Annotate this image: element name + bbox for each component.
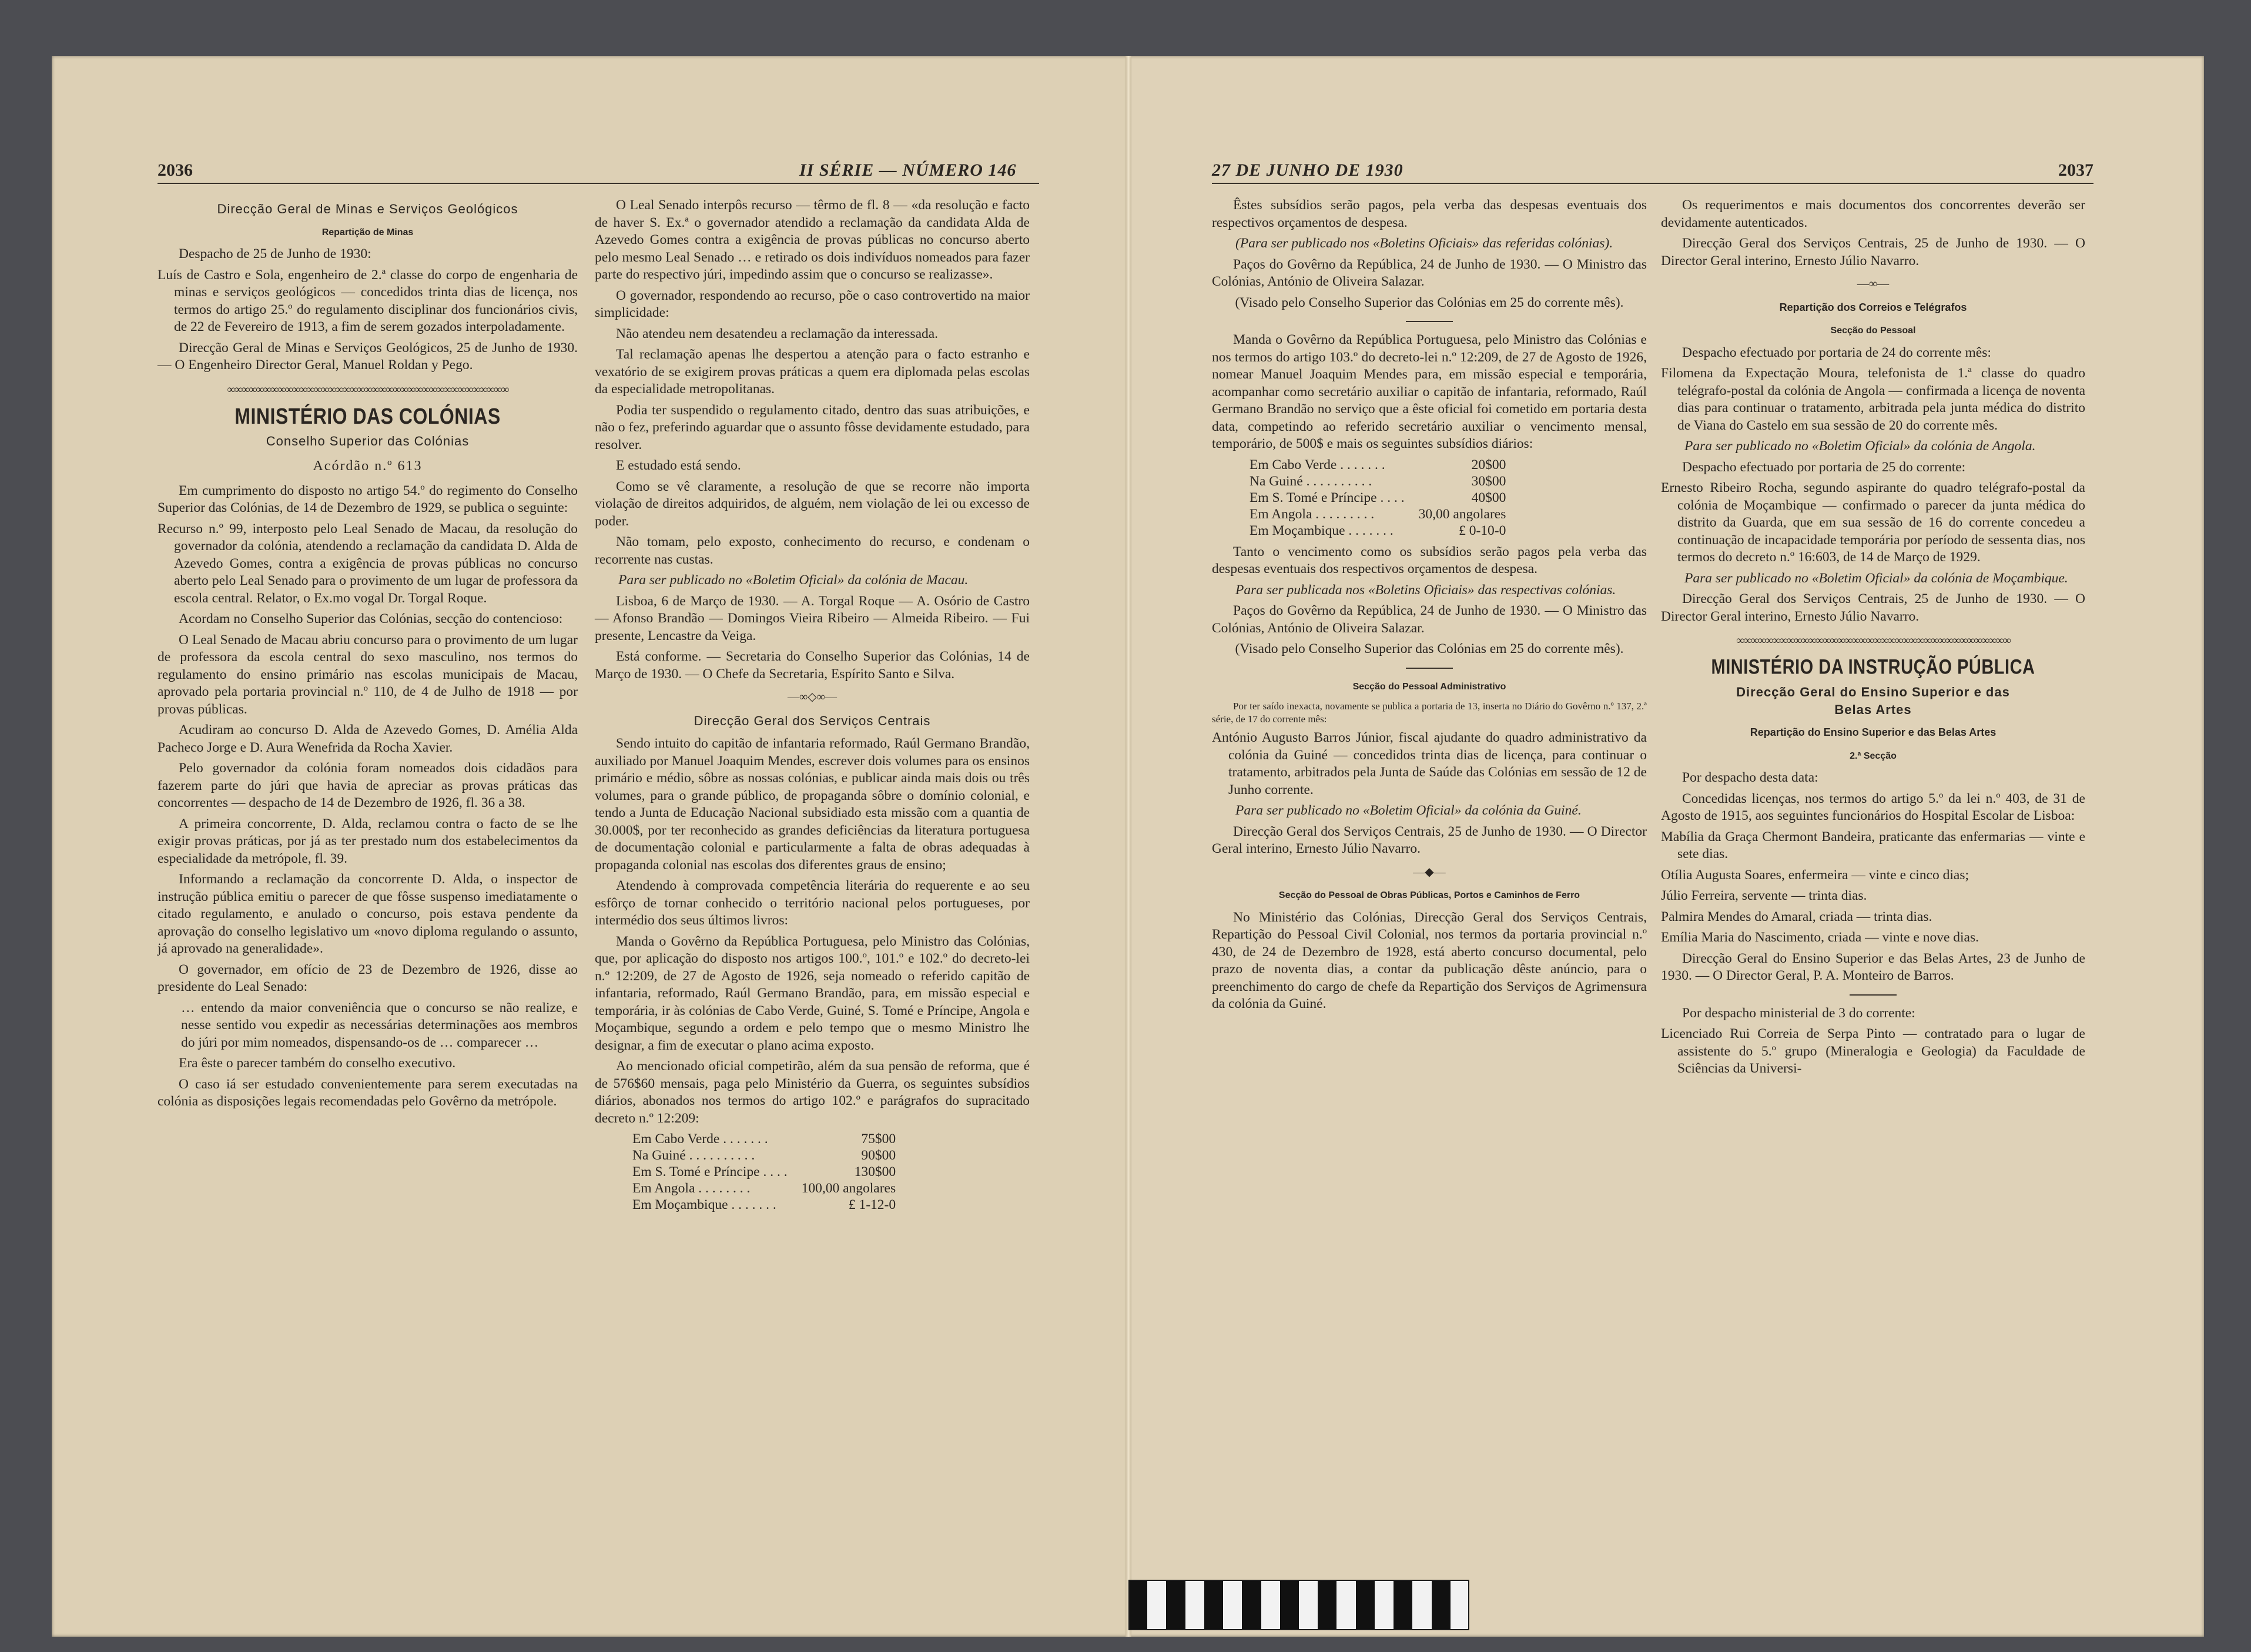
paragraph: O caso iá ser estudado convenientemente para serem executadas na colónia as disposições legais recomendadas pelo Govêrno da metrópole.	[158, 1076, 578, 1109]
signature-paragraph: Direcção Geral dos Serviços Centrais, 25 de Junho de 1930. — O Director Geral interino, Ernesto Júlio Navarro.	[1212, 823, 1647, 856]
signature-paragraph: Direcção Geral de Minas e Serviços Geológicos, 25 de Junho de 1930. — O Engenheiro Director Geral, Manuel Roldan y Pego.	[158, 340, 578, 373]
table-cell: 100,00 angolares	[801, 1181, 896, 1196]
paragraph: Manda o Govêrno da República Portuguesa, pelo Ministro das Colónias, que, por aplicação do disposto nos artigos 100.º, 101.º e 102.º do decreto-lei n.º 12:209, de 27 de Agosto de 1926, seja nomeado o referido capitão de infantaria, reformado, Raúl Germano Brandão, para, em missão especial e temporária, ir às colónias de Cabo Verde, Guiné, S. Tomé e Príncipe, Angola e Moçambique, segundo a ordem e pelo tempo que o mesmo Ministro lhe designar, a fim de executar o plano acima exposto.	[595, 933, 1030, 1053]
table-cell: 75$00	[861, 1131, 896, 1147]
table-row	[630, 1131, 898, 1147]
table-cell: 20$00	[1471, 457, 1506, 473]
council-heading: Conselho Superior das Colónias	[266, 433, 470, 448]
publication-note: Para ser publicado no «Boletim Oficial» da colónia de Angola.	[1684, 438, 2036, 454]
publication-note: Para ser publicada nos «Boletins Oficiais» das respectivas colónias.	[1235, 582, 1616, 598]
paragraph: Podia ter suspendido o regulamento citado, dentro das suas atribuições, e não o fez, preferindo aguardar que o assunto fôsse devidamente estudado, para resolver.	[595, 402, 1030, 453]
paragraph: Os requerimentos e mais documentos dos concorrentes deverão ser devidamente autenticados.	[1661, 197, 2085, 230]
paragraph: Por despacho desta data:	[1682, 770, 1818, 785]
table-row	[630, 1147, 898, 1164]
visa-note: (Visado pelo Conselho Superior das Colónias em 25 do corrente mês).	[1235, 641, 1624, 656]
paragraph: Sendo intuito do capitão de infantaria reformado, Raúl Germano Brandão, auxiliado por Manuel Joaquim Mendes, escrever dois volumes para os ensinos primário e médio, sôbre as nossas colónias, e publicar ainda mais dois ou três volumes, para o grande público, de propaganda sôbre o domínio colonial, e tendo a Junta de Educação Nacional subsidiado esta missão com a quantia de 30.000$, por ter reconhecido as grandes deficiências da literatura portuguesa de documentação colonial e particularmente a falta de obras adequadas à propaganda colonial nas escolas dos diferentes graus de ensino;	[595, 736, 1030, 873]
paragraph: Recurso n.º 99, interposto pelo Leal Senado de Macau, da resolução do governador da colónia, atendendo a reclamação da candidata D. Alda de Azevedo Gomes, contra a exigência de provas públicas no concurso aberto pelo Leal Senado para o provimento de um lugar de professora da escola central. Relator, o Ex.mo vogal Dr. Torgal Roque.	[158, 521, 578, 606]
paragraph: Em cumprimento do disposto no artigo 54.º do regimento do Conselho Superior das Colónias, de 14 de Dezembro de 1929, se publica o seguinte:	[158, 482, 578, 515]
table-cell: 30$00	[1471, 473, 1506, 489]
table-row	[1247, 522, 1508, 539]
signature-paragraph: Direcção Geral dos Serviços Centrais, 25 de Junho de 1930. — O Director Geral interino, Ernesto Júlio Navarro.	[1661, 236, 2085, 269]
small-ornament: —∞◇∞—	[788, 691, 837, 703]
table-cell: 90$00	[861, 1148, 896, 1163]
column-3	[1212, 197, 1647, 1017]
subsection-heading: Repartição de Minas	[321, 227, 414, 237]
series-number: II SÉRIE — NÚMERO 146	[799, 160, 1017, 180]
grey-scale-border	[1128, 1580, 1469, 1630]
ornamental-divider: ∞∞∞∞∞∞∞∞∞∞∞∞∞∞∞∞∞∞∞∞∞∞∞∞∞∞∞∞∞∞∞∞∞∞∞∞∞∞	[1736, 634, 2010, 647]
page-number-left: 2036	[158, 160, 193, 180]
paragraph: Tal reclamação apenas lhe despertou a atenção para o facto estranho e vexatório de se exigirem provas práticas a quem era diplomada pelas escolas da especialidade metropolitanas.	[595, 347, 1030, 397]
subsidy-table	[1247, 457, 1508, 539]
subsidy-table	[630, 1131, 898, 1213]
paragraph: Não tomam, pelo exposto, conhecimento do recurso, e condenam o recorrente nas custas.	[595, 534, 1030, 567]
paragraph: Acudiram ao concurso D. Alda de Azevedo Gomes, D. Amélia Alda Pacheco Jorge e D. Aura Wenefrida da Rocha Xavier.	[158, 722, 578, 755]
list-item: Emília Maria do Nascimento, criada — vinte e nove dias.	[1661, 930, 1979, 945]
paragraph: Concedidas licenças, nos termos do artigo 5.º da lei n.º 403, de 31 de Agosto de 1915, aos seguintes funcionários do Hospital Escolar de Lisboa:	[1661, 790, 2085, 823]
paragraph: Licenciado Rui Correia de Serpa Pinto — contratado para o lugar de assistente do 5.º grupo (Mineralogia e Geologia) da Faculdade de Sciências da Universi-	[1661, 1026, 2085, 1076]
page-number-right: 2037	[2058, 160, 2093, 180]
table-row	[630, 1180, 898, 1197]
publication-note: Para ser publicado no «Boletim Oficial» da colónia de Macau.	[618, 572, 969, 588]
divider	[1406, 668, 1453, 669]
signature-paragraph: Direcção Geral do Ensino Superior e das Belas Artes, 23 de Junho de 1930. — O Director Geral, P. A. Monteiro de Barros.	[1661, 950, 2085, 983]
subsection-heading: Repartição do Ensino Superior e das Belas Artes	[1750, 726, 1997, 738]
paragraph: Ernesto Ribeiro Rocha, segundo aspirante do quadro telégrafo-postal da colónia de Moçambique — confirmado o parecer da junta médica do distrito da Guarda, que em sua sessão de 16 do corrente concedeu a continuação de incapacidade temporária por período de sessenta dias, nos termos do decreto n.º 16:603, de 14 de Março de 1929.	[1661, 480, 2085, 565]
paragraph: Tanto o vencimento como os subsídios serão pagos pela verba das despesas eventuais dos respectivos orçamentos de despesa.	[1212, 544, 1647, 577]
subsection-heading: 2.ª Secção	[1850, 750, 1897, 761]
table-row	[630, 1164, 898, 1180]
paragraph: Não atendeu nem desatendeu a reclamação da interessada.	[616, 326, 939, 341]
column-4	[1661, 197, 2085, 1081]
paragraph: Manda o Govêrno da República Portuguesa, pelo Ministro das Colónias e nos termos do artigo 103.º do decreto-lei n.º 12:209, de 27 de Agosto de 1926, nomear Manuel Joaquim Mendes para, em missão especial e temporária, acompanhar como secretário auxiliar o capitão de infantaria, reformado, Raúl Germano Brandão no serviço que a êste oficial foi cometido em portaria desta data, competindo ao referido secretário auxiliar o vencimento mensal, temporário, de 500$ e mais os seguintes subsídios diários:	[1212, 332, 1647, 451]
right-page-header	[1212, 162, 2093, 184]
paragraph: Despacho efectuado por portaria de 24 do corrente mês:	[1682, 344, 1991, 360]
table-cell: 130$00	[854, 1164, 896, 1179]
table-cell: Em Moçambique . . . . . . .	[632, 1197, 776, 1212]
table-cell: Em Angola . . . . . . . .	[632, 1181, 751, 1196]
list-item: Júlio Ferreira, servente — trinta dias.	[1661, 888, 1867, 903]
paragraph: E estudado está sendo.	[616, 458, 741, 473]
table-cell: Em Moçambique . . . . . . .	[1250, 522, 1394, 538]
section-heading: Secção do Pessoal de Obras Públicas, Portos e Caminhos de Ferro	[1278, 890, 1580, 900]
signature-paragraph: Paços do Govêrno da República, 24 de Junho de 1930. — O Ministro das Colónias, António de Oliveira Salazar.	[1212, 603, 1647, 636]
small-ornament: —∞—	[1857, 277, 1890, 290]
paragraph: Acordam no Conselho Superior das Colónias, secção do contencioso:	[179, 611, 563, 626]
publication-note: Para ser publicado no «Boletim Oficial» da colónia da Guiné.	[1235, 803, 1582, 818]
signature-paragraph: Lisboa, 6 de Março de 1930. — A. Torgal Roque — A. Osório de Castro — Afonso Brandão — Domingos Vieira Ribeiro — Almeida Ribeiro. — Fui presente, Lencastre da Veiga.	[595, 593, 1030, 644]
subsection-heading: Secção do Pessoal	[1830, 326, 1916, 336]
ministry-heading: MINISTÉRIO DAS COLÓNIAS	[235, 403, 501, 429]
ministry-heading: MINISTÉRIO DA INSTRUÇÃO PÚBLICA	[1711, 656, 2035, 679]
table-cell: £ 1-12-0	[848, 1197, 896, 1212]
table-cell: 30,00 angolares	[1418, 506, 1506, 522]
divider	[1406, 321, 1453, 322]
paragraph: O governador, respondendo ao recurso, põe o caso controvertido na maior simplicidade:	[595, 287, 1030, 320]
left-page-header	[158, 162, 1039, 184]
signature-paragraph: Direcção Geral dos Serviços Centrais, 25 de Junho de 1930. — O Director Geral interino, Ernesto Júlio Navarro.	[1661, 591, 2085, 624]
table-cell: 40$00	[1471, 490, 1506, 505]
publication-note: (Para ser publicado nos «Boletins Oficiais» das referidas colónias).	[1235, 236, 1613, 251]
paragraph: O Leal Senado interpôs recurso — têrmo de fl. 8 — «da resolução e facto de haver S. Ex.ª o governador atendido a reclamação da candidata Alda de Azevedo Gomes contra a exigência de provas públicas no concurso aberto pelo mesmo Leal Senado … e retirado os dois indivíduos nomeados para fazer parte do respectivo júri, impedindo assim que o concurso se realizasse».	[595, 197, 1030, 282]
paragraph: Pelo governador da colónia foram nomeados dois cidadãos para fazerem parte do júri que havia de apreciar as provas práticas das concorrentes — despacho de 14 de Dezembro de 1926, fl. 36 a 38.	[158, 760, 578, 810]
signature-paragraph: Paços do Govêrno da República, 24 de Junho de 1930. — O Ministro das Colónias, António de Oliveira Salazar.	[1212, 256, 1647, 289]
section-heading: Repartição dos Correios e Telégrafos	[1779, 301, 1967, 313]
table-row	[1247, 506, 1508, 522]
table-cell: Na Guiné . . . . . . . . . .	[632, 1148, 755, 1163]
paragraph: Atendendo à comprovada competência literária do requerente e ao seu esfôrço de tornar conhecido o território nacional pelos portugueses, por intermédio dos seus últimos livros:	[595, 878, 1030, 928]
quotation: … entendo da maior conveniência que o concurso se não realize, e nesse sentido vou expedir as necessárias determinações aos membros do júri por mim nomeados, dispensando-os de … comparecer …	[181, 1000, 578, 1050]
paragraph: O Leal Senado de Macau abriu concurso para o provimento de um lugar de professora da escola central do sexo masculino, nos termos do regulamento do ensino primário nas escolas municipais de Macau, aprovado pela portaria provincial n.º 110, de 4 de Julho de 1918 — por provas públicas.	[158, 632, 578, 717]
page-fold	[1126, 56, 1131, 1637]
table-cell: Na Guiné . . . . . . . . . .	[1250, 473, 1372, 489]
table-cell: £ 0-10-0	[1459, 522, 1506, 538]
list-item: Mabília da Graça Chermont Bandeira, praticante das enfermarias — vinte e sete dias.	[1661, 829, 2085, 862]
divider	[1850, 994, 1897, 996]
ornamental-divider: ∞∞∞∞∞∞∞∞∞∞∞∞∞∞∞∞∞∞∞∞∞∞∞∞∞∞∞∞∞∞∞∞∞∞∞∞∞∞∞	[227, 383, 508, 396]
section-heading: Direcção Geral de Minas e Serviços Geológicos	[217, 202, 518, 216]
note: Por ter saído inexacta, novamente se publica a portaria de 13, inserta no Diário do Govêrno n.º 137, 2.ª série, de 17 do corrente mês:	[1212, 701, 1647, 725]
paragraph: António Augusto Barros Júnior, fiscal ajudante do quadro administrativo da colónia da Guiné — concedidos trinta dias de licença, para continuar o tratamento, arbitrados pela Junta de Saúde das Colónias em sessão de 12 de Junho corrente.	[1212, 730, 1647, 797]
table-row	[630, 1197, 898, 1213]
table-row	[1247, 457, 1508, 473]
section-heading: Secção do Pessoal Administrativo	[1352, 681, 1506, 692]
column-1	[158, 197, 578, 1114]
table-cell: Em S. Tomé e Príncipe . . . .	[1250, 490, 1405, 505]
table-row	[1247, 473, 1508, 490]
paragraph: Despacho de 25 de Junho de 1930:	[179, 246, 371, 262]
paragraph: Como se vê claramente, a resolução de que se recorre não importa violação de direitos adquiridos, de alguém, nem violação de lei ou excesso de poder.	[595, 478, 1030, 529]
paragraph: No Ministério das Colónias, Direcção Geral dos Serviços Centrais, Repartição do Pessoal Civil Colonial, nos termos da portaria provincial n.º 430, de 24 de Dezembro de 1928, está aberto concurso documental, pelo prazo de noventa dias, a contar da publicação dêste anúncio, para o preenchimento do cargo de chefe da Repartição dos Serviços de Agrimensura da colónia da Guiné.	[1212, 909, 1647, 1011]
paragraph: Êstes subsídios serão pagos, pela verba das despesas eventuais dos respectivos orçamentos de despesa.	[1212, 197, 1647, 230]
visa-note: (Visado pelo Conselho Superior das Colónias em 25 do corrente mês).	[1235, 294, 1624, 310]
acordao-heading: Acórdão n.º 613	[313, 458, 423, 474]
paragraph: Informando a reclamação da concorrente D. Alda, o inspector de instrução pública emitiu o parecer de que fôsse suspenso imediatamente o citado regulamento, e anulado o concurso, pois estava pendente da aprovação do conselho legislativo um «novo diploma regulando o assunto, já aprovado na generalidade».	[158, 872, 578, 956]
paragraph: Por despacho ministerial de 3 do corrente:	[1682, 1005, 1915, 1021]
signature-paragraph: Está conforme. — Secretaria do Conselho Superior das Colónias, 14 de Março de 1930. — O Chefe da Secretaria, Espírito Santo e Silva.	[595, 649, 1030, 682]
list-item: Otília Augusta Soares, enfermeira — vinte e cinco dias;	[1661, 867, 1969, 883]
paragraph: O governador, em ofício de 23 de Dezembro de 1926, disse ao presidente do Leal Senado:	[158, 961, 578, 994]
section-heading: Direcção Geral dos Serviços Centrais	[694, 713, 931, 728]
table-cell: Em S. Tomé e Príncipe . . . .	[632, 1164, 788, 1179]
table-cell: Em Cabo Verde . . . . . . .	[632, 1131, 768, 1147]
small-ornament: —◆—	[1413, 865, 1446, 879]
issue-date: 27 DE JUNHO DE 1930	[1212, 160, 1403, 180]
paragraph: Ao mencionado oficial competirão, além da sua pensão de reforma, que é de 576$60 mensais, paga pelo Ministério da Guerra, os seguintes subsídios diários, abonados nos termos do artigo 102.º e parágrafos do supracitado decreto n.º 12:209:	[595, 1058, 1030, 1126]
paragraph: A primeira concorrente, D. Alda, reclamou contra o facto de se lhe exigir provas práticas, por já as ter prestado num dos estabelecimentos da especialidade da metrópole, fl. 39.	[158, 816, 578, 866]
table-cell: Em Cabo Verde . . . . . . .	[1250, 457, 1385, 473]
list-item: Palmira Mendes do Amaral, criada — trinta dias.	[1661, 909, 1932, 924]
table-row	[1247, 490, 1508, 506]
publication-note: Para ser publicado no «Boletim Oficial» da colónia de Moçambique.	[1684, 570, 2068, 586]
column-2	[595, 197, 1030, 1218]
paragraph: Filomena da Expectação Moura, telefonista de 1.ª classe do quadro telégrafo-postal da colónia de Angola — confirmada a licença de noventa dias para continuar o tratamento, arbitrada pela junta médica do distrito de Viana do Castelo em sua sessão de 20 do corrente mês.	[1661, 366, 2085, 433]
paragraph: Despacho efectuado por portaria de 25 do corrente:	[1682, 459, 1966, 475]
table-cell: Em Angola . . . . . . . . .	[1250, 506, 1375, 522]
section-heading: Direcção Geral do Ensino Superior e das Belas Artes	[1736, 685, 2010, 717]
paragraph: Luís de Castro e Sola, engenheiro de 2.ª classe do corpo de engenharia de minas e serviços geológicos — concedidos trinta dias de licença, nos termos do artigo 25.º do regulamento disciplinar dos funcionários civis, de 22 de Fevereiro de 1913, a fim de serem gozados interpoladamente.	[158, 267, 578, 334]
paragraph: Era êste o parecer também do conselho executivo.	[179, 1055, 456, 1071]
